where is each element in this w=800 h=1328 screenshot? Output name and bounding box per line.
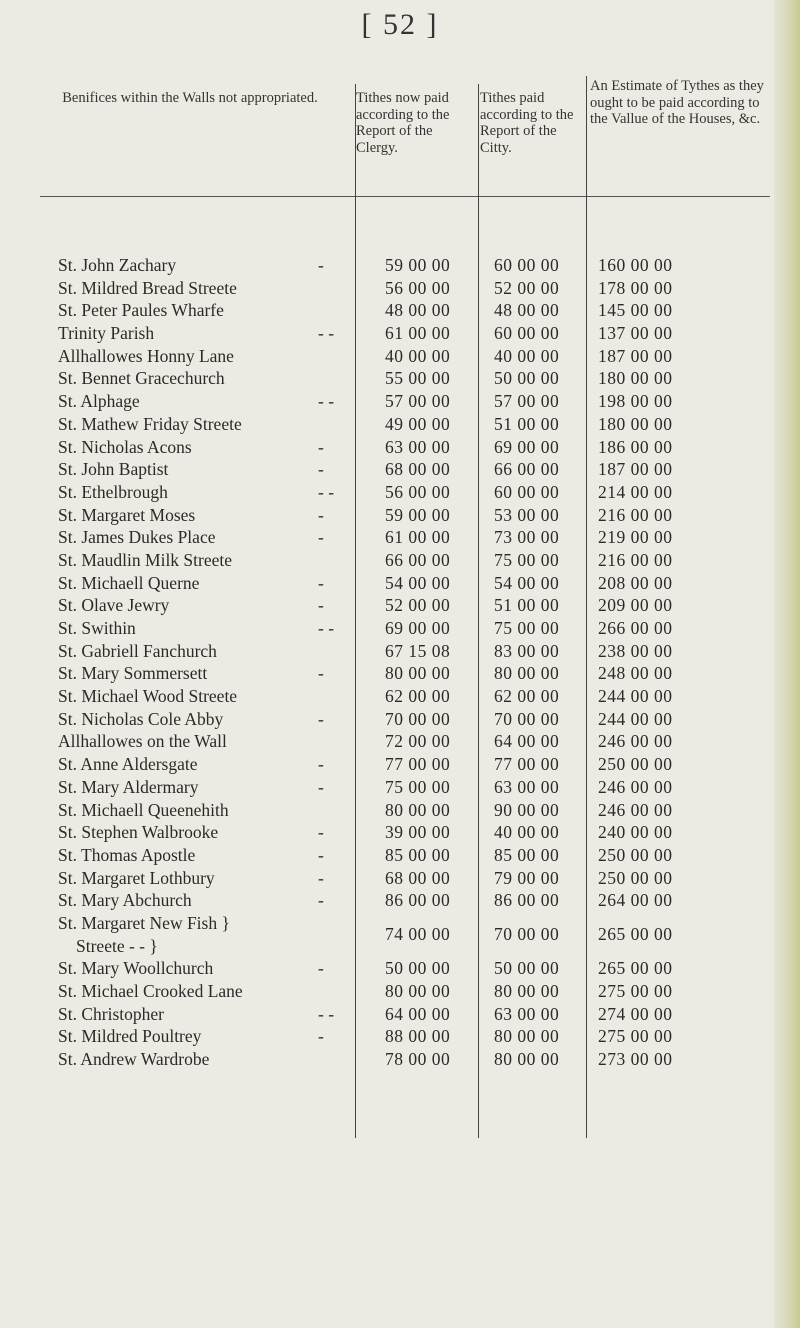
parish-name xyxy=(58,912,230,957)
parish-name: St. Andrew Wardrobe xyxy=(58,1049,210,1070)
tithes-citty-value: 75 00 00 xyxy=(494,618,560,638)
estimate-value: 275 00 00 xyxy=(598,1026,673,1047)
tithes-citty-value: 85 00 00 xyxy=(494,844,560,865)
tithes-clergy-value: 49 00 00 xyxy=(385,413,451,434)
estimate-value: 250 00 00 xyxy=(598,754,673,775)
tithes-clergy-value: 56 00 00 xyxy=(385,481,451,502)
estimate-value: 216 00 00 xyxy=(598,549,673,570)
tithes-citty-value: 57 00 00 xyxy=(494,391,560,412)
tithes-citty-value: 50 00 00 xyxy=(494,368,560,389)
tithes-clergy-value: 80 00 00 xyxy=(385,981,451,1002)
leader-dash: - - xyxy=(318,391,335,412)
estimate-value: 274 00 00 xyxy=(598,1003,673,1024)
parish-name-line: St. Margaret New Fish } xyxy=(58,912,230,933)
leader-dash: - - xyxy=(318,1003,335,1024)
tithes-clergy-value: 39 00 00 xyxy=(385,822,451,843)
parish-name: St. Nicholas Acons xyxy=(58,436,192,457)
leader-dash: - - xyxy=(318,481,335,502)
table-row xyxy=(0,640,800,663)
table-row xyxy=(0,277,800,300)
leader-dash: - xyxy=(318,958,324,979)
tithes-clergy-value: 86 00 00 xyxy=(385,890,451,911)
tithes-clergy-value: 50 00 00 xyxy=(385,958,451,979)
header-tithes-citty: Tithes paid according to the Report of the Citty. xyxy=(480,90,574,156)
table-row xyxy=(0,594,800,617)
tithes-clergy-value: 68 00 00 xyxy=(385,459,451,480)
tithes-citty-value: 80 00 00 xyxy=(494,1049,560,1070)
tithes-citty-value: 63 00 00 xyxy=(494,776,560,797)
table-row xyxy=(0,980,800,1003)
tithes-citty-value: 53 00 00 xyxy=(494,504,560,525)
estimate-value: 187 00 00 xyxy=(598,345,673,366)
table-row xyxy=(0,799,800,822)
estimate-value: 137 00 00 xyxy=(598,323,673,344)
header-benifices: Benifices within the Walls not appropriated. xyxy=(62,90,318,106)
tithes-citty-value: 54 00 00 xyxy=(494,572,560,593)
parish-name: St. Mary Aldermary xyxy=(58,776,199,797)
table-row xyxy=(0,867,800,890)
parish-name: St. Anne Aldersgate xyxy=(58,754,198,775)
leader-dash: - xyxy=(318,255,324,275)
parish-name: St. Michael Crooked Lane xyxy=(58,981,243,1002)
leader-dash: - xyxy=(318,754,324,775)
estimate-value: 244 00 00 xyxy=(598,686,673,707)
tithes-citty-value: 40 00 00 xyxy=(494,822,560,843)
leader-dash: - xyxy=(318,572,324,593)
table-row xyxy=(0,413,800,436)
estimate-value: 214 00 00 xyxy=(598,481,673,502)
tithes-citty-value: 86 00 00 xyxy=(494,890,560,911)
leader-dash: - xyxy=(318,708,324,729)
tithes-clergy-value: 56 00 00 xyxy=(385,277,451,298)
leader-dash: - xyxy=(318,776,324,797)
table-row xyxy=(0,526,800,549)
leader-dash: - xyxy=(318,459,324,480)
parish-name: St. James Dukes Place xyxy=(58,527,216,548)
parish-name: St. Olave Jewry xyxy=(58,595,170,616)
parish-name: St. Mildred Poultrey xyxy=(58,1026,202,1047)
estimate-value: 244 00 00 xyxy=(598,708,673,729)
tithes-citty-value: 63 00 00 xyxy=(494,1003,560,1024)
tithes-citty-value: 83 00 00 xyxy=(494,640,560,661)
parish-name: St. Margaret Lothbury xyxy=(58,867,215,888)
parish-name: St. Michaell Queenehith xyxy=(58,799,229,820)
tithes-citty-value: 70 00 00 xyxy=(494,708,560,729)
tithes-citty-value: 75 00 00 xyxy=(494,549,560,570)
tithes-citty-value: 79 00 00 xyxy=(494,867,560,888)
table-row xyxy=(0,345,800,368)
parish-name: St. Mary Sommersett xyxy=(58,663,208,684)
tithes-clergy-value: 85 00 00 xyxy=(385,844,451,865)
parish-name: St. Swithin xyxy=(58,618,136,638)
leader-dash: - - xyxy=(318,323,335,344)
tithes-citty-value: 48 00 00 xyxy=(494,300,560,321)
parish-name: St. Bennet Gracechurch xyxy=(58,368,225,389)
parish-name: St. Maudlin Milk Streete xyxy=(58,549,233,570)
table-row xyxy=(0,299,800,322)
parish-name: Allhallowes Honny Lane xyxy=(58,345,234,366)
tithes-citty-value: 60 00 00 xyxy=(494,481,560,502)
table-row xyxy=(0,390,800,413)
tithes-clergy-value: 52 00 00 xyxy=(385,595,451,616)
estimate-value: 145 00 00 xyxy=(598,300,673,321)
estimate-value: 180 00 00 xyxy=(598,368,673,389)
table-row xyxy=(0,504,800,527)
tithe-table xyxy=(0,254,800,1071)
tithes-citty-value: 80 00 00 xyxy=(494,981,560,1002)
parish-name: Trinity Parish xyxy=(58,323,155,344)
leader-dash: - xyxy=(318,595,324,616)
tithes-citty-value: 69 00 00 xyxy=(494,436,560,457)
header-rule xyxy=(40,196,770,197)
estimate-value: 238 00 00 xyxy=(598,640,673,661)
estimate-value: 246 00 00 xyxy=(598,776,673,797)
estimate-value: 178 00 00 xyxy=(598,277,673,298)
leader-dash: - xyxy=(318,822,324,843)
estimate-value: 265 00 00 xyxy=(598,958,673,979)
tithes-citty-value: 70 00 00 xyxy=(494,923,560,944)
parish-name: St. Mary Abchurch xyxy=(58,890,192,911)
parish-name: St. Thomas Apostle xyxy=(58,844,196,865)
tithes-citty-value: 73 00 00 xyxy=(494,527,560,548)
table-row xyxy=(0,367,800,390)
leader-dash: - - xyxy=(318,618,335,638)
table-row xyxy=(0,1003,800,1026)
parish-name: St. Alphage xyxy=(58,391,140,412)
tithes-citty-value: 50 00 00 xyxy=(494,958,560,979)
estimate-value: 186 00 00 xyxy=(598,436,673,457)
tithes-citty-value: 80 00 00 xyxy=(494,663,560,684)
table-row xyxy=(0,322,800,345)
tithes-clergy-value: 54 00 00 xyxy=(385,572,451,593)
tithes-clergy-value: 66 00 00 xyxy=(385,549,451,570)
estimate-value: 180 00 00 xyxy=(598,413,673,434)
tithes-citty-value: 51 00 00 xyxy=(494,413,560,434)
table-row xyxy=(0,662,800,685)
tithes-clergy-value: 77 00 00 xyxy=(385,754,451,775)
table-row xyxy=(0,708,800,731)
tithes-citty-value: 60 00 00 xyxy=(494,323,560,344)
header-tithes-clergy: Tithes now paid according to the Report of the Clergy. xyxy=(356,90,450,156)
tithes-citty-value: 80 00 00 xyxy=(494,1026,560,1047)
tithes-clergy-value: 57 00 00 xyxy=(385,391,451,412)
parish-name: Allhallowes on the Wall xyxy=(58,731,227,752)
tithes-citty-value: 62 00 00 xyxy=(494,686,560,707)
table-row xyxy=(0,730,800,753)
tithes-citty-value: 40 00 00 xyxy=(494,345,560,366)
table-row xyxy=(0,889,800,912)
estimate-value: 273 00 00 xyxy=(598,1049,673,1070)
leader-dash: - xyxy=(318,527,324,548)
tithes-citty-value: 64 00 00 xyxy=(494,731,560,752)
parish-name: St. Michaell Querne xyxy=(58,572,200,593)
table-row xyxy=(0,685,800,708)
parish-name: St. Mathew Friday Streete xyxy=(58,413,242,434)
leader-dash: - xyxy=(318,844,324,865)
leader-dash: - xyxy=(318,663,324,684)
estimate-value: 266 00 00 xyxy=(598,618,673,638)
estimate-value: 250 00 00 xyxy=(598,867,673,888)
tithes-citty-value: 52 00 00 xyxy=(494,277,560,298)
table-row xyxy=(0,1048,800,1071)
table-row xyxy=(0,254,800,277)
tithes-citty-value: 60 00 00 xyxy=(494,255,560,275)
estimate-value: 208 00 00 xyxy=(598,572,673,593)
leader-dash: - xyxy=(318,867,324,888)
table-row xyxy=(0,844,800,867)
page-number: [ 52 ] xyxy=(361,8,439,41)
table-row xyxy=(0,821,800,844)
parish-name: St. Peter Paules Wharfe xyxy=(58,300,224,321)
estimate-value: 198 00 00 xyxy=(598,391,673,412)
estimate-value: 216 00 00 xyxy=(598,504,673,525)
tithes-clergy-value: 68 00 00 xyxy=(385,867,451,888)
tithes-clergy-value: 67 15 08 xyxy=(385,640,451,661)
tithes-clergy-value: 48 00 00 xyxy=(385,300,451,321)
tithes-clergy-value: 78 00 00 xyxy=(385,1049,451,1070)
parish-name: St. Nicholas Cole Abby xyxy=(58,708,224,729)
table-row xyxy=(0,458,800,481)
tithes-clergy-value: 55 00 00 xyxy=(385,368,451,389)
tithes-clergy-value: 80 00 00 xyxy=(385,799,451,820)
tithes-citty-value: 90 00 00 xyxy=(494,799,560,820)
estimate-value: 187 00 00 xyxy=(598,459,673,480)
estimate-value: 248 00 00 xyxy=(598,663,673,684)
estimate-value: 265 00 00 xyxy=(598,923,673,944)
leader-dash: - xyxy=(318,504,324,525)
parish-name-line: Streete - - } xyxy=(76,935,158,956)
tithes-clergy-value: 59 00 00 xyxy=(385,255,451,275)
tithes-clergy-value: 62 00 00 xyxy=(385,686,451,707)
tithes-clergy-value: 63 00 00 xyxy=(385,436,451,457)
estimate-value: 219 00 00 xyxy=(598,527,673,548)
table-row xyxy=(0,912,800,957)
header-estimate: An Estimate of Tythes as they ought to be paid according to the Vallue of the Houses, &c. xyxy=(590,78,764,127)
tithes-citty-value: 51 00 00 xyxy=(494,595,560,616)
leader-dash: - xyxy=(318,436,324,457)
tithes-clergy-value: 40 00 00 xyxy=(385,345,451,366)
tithes-clergy-value: 69 00 00 xyxy=(385,618,451,638)
table-row xyxy=(0,957,800,980)
parish-name: St. Margaret Moses xyxy=(58,504,196,525)
parish-name: St. Ethelbrough xyxy=(58,481,168,502)
parish-name: St. Stephen Walbrooke xyxy=(58,822,219,843)
table-row xyxy=(0,617,800,640)
estimate-value: 209 00 00 xyxy=(598,595,673,616)
tithes-clergy-value: 74 00 00 xyxy=(385,923,451,944)
leader-dash: - xyxy=(318,890,324,911)
tithes-citty-value: 66 00 00 xyxy=(494,459,560,480)
estimate-value: 250 00 00 xyxy=(598,844,673,865)
estimate-value: 160 00 00 xyxy=(598,255,673,275)
tithes-clergy-value: 88 00 00 xyxy=(385,1026,451,1047)
parish-name: St. Gabriell Fanchurch xyxy=(58,640,217,661)
estimate-value: 246 00 00 xyxy=(598,731,673,752)
parish-name: St. John Zachary xyxy=(58,255,177,275)
leader-dash: - xyxy=(318,1026,324,1047)
estimate-value: 264 00 00 xyxy=(598,890,673,911)
estimate-value: 240 00 00 xyxy=(598,822,673,843)
tithes-clergy-value: 80 00 00 xyxy=(385,663,451,684)
parish-name: St. Christopher xyxy=(58,1003,164,1024)
parish-name: St. Mildred Bread Streete xyxy=(58,277,237,298)
parish-name: St. John Baptist xyxy=(58,459,169,480)
tithes-clergy-value: 72 00 00 xyxy=(385,731,451,752)
tithes-clergy-value: 70 00 00 xyxy=(385,708,451,729)
table-row xyxy=(0,481,800,504)
parish-name: St. Michael Wood Streete xyxy=(58,686,238,707)
tithes-clergy-value: 64 00 00 xyxy=(385,1003,451,1024)
tithes-citty-value: 77 00 00 xyxy=(494,754,560,775)
table-row xyxy=(0,776,800,799)
table-row xyxy=(0,436,800,459)
estimate-value: 275 00 00 xyxy=(598,981,673,1002)
tithes-clergy-value: 61 00 00 xyxy=(385,527,451,548)
tithes-clergy-value: 75 00 00 xyxy=(385,776,451,797)
table-row xyxy=(0,753,800,776)
tithes-clergy-value: 61 00 00 xyxy=(385,323,451,344)
estimate-value: 246 00 00 xyxy=(598,799,673,820)
table-row xyxy=(0,549,800,572)
table-row xyxy=(0,1025,800,1048)
parish-name: St. Mary Woollchurch xyxy=(58,958,214,979)
tithes-clergy-value: 59 00 00 xyxy=(385,504,451,525)
table-row xyxy=(0,572,800,595)
